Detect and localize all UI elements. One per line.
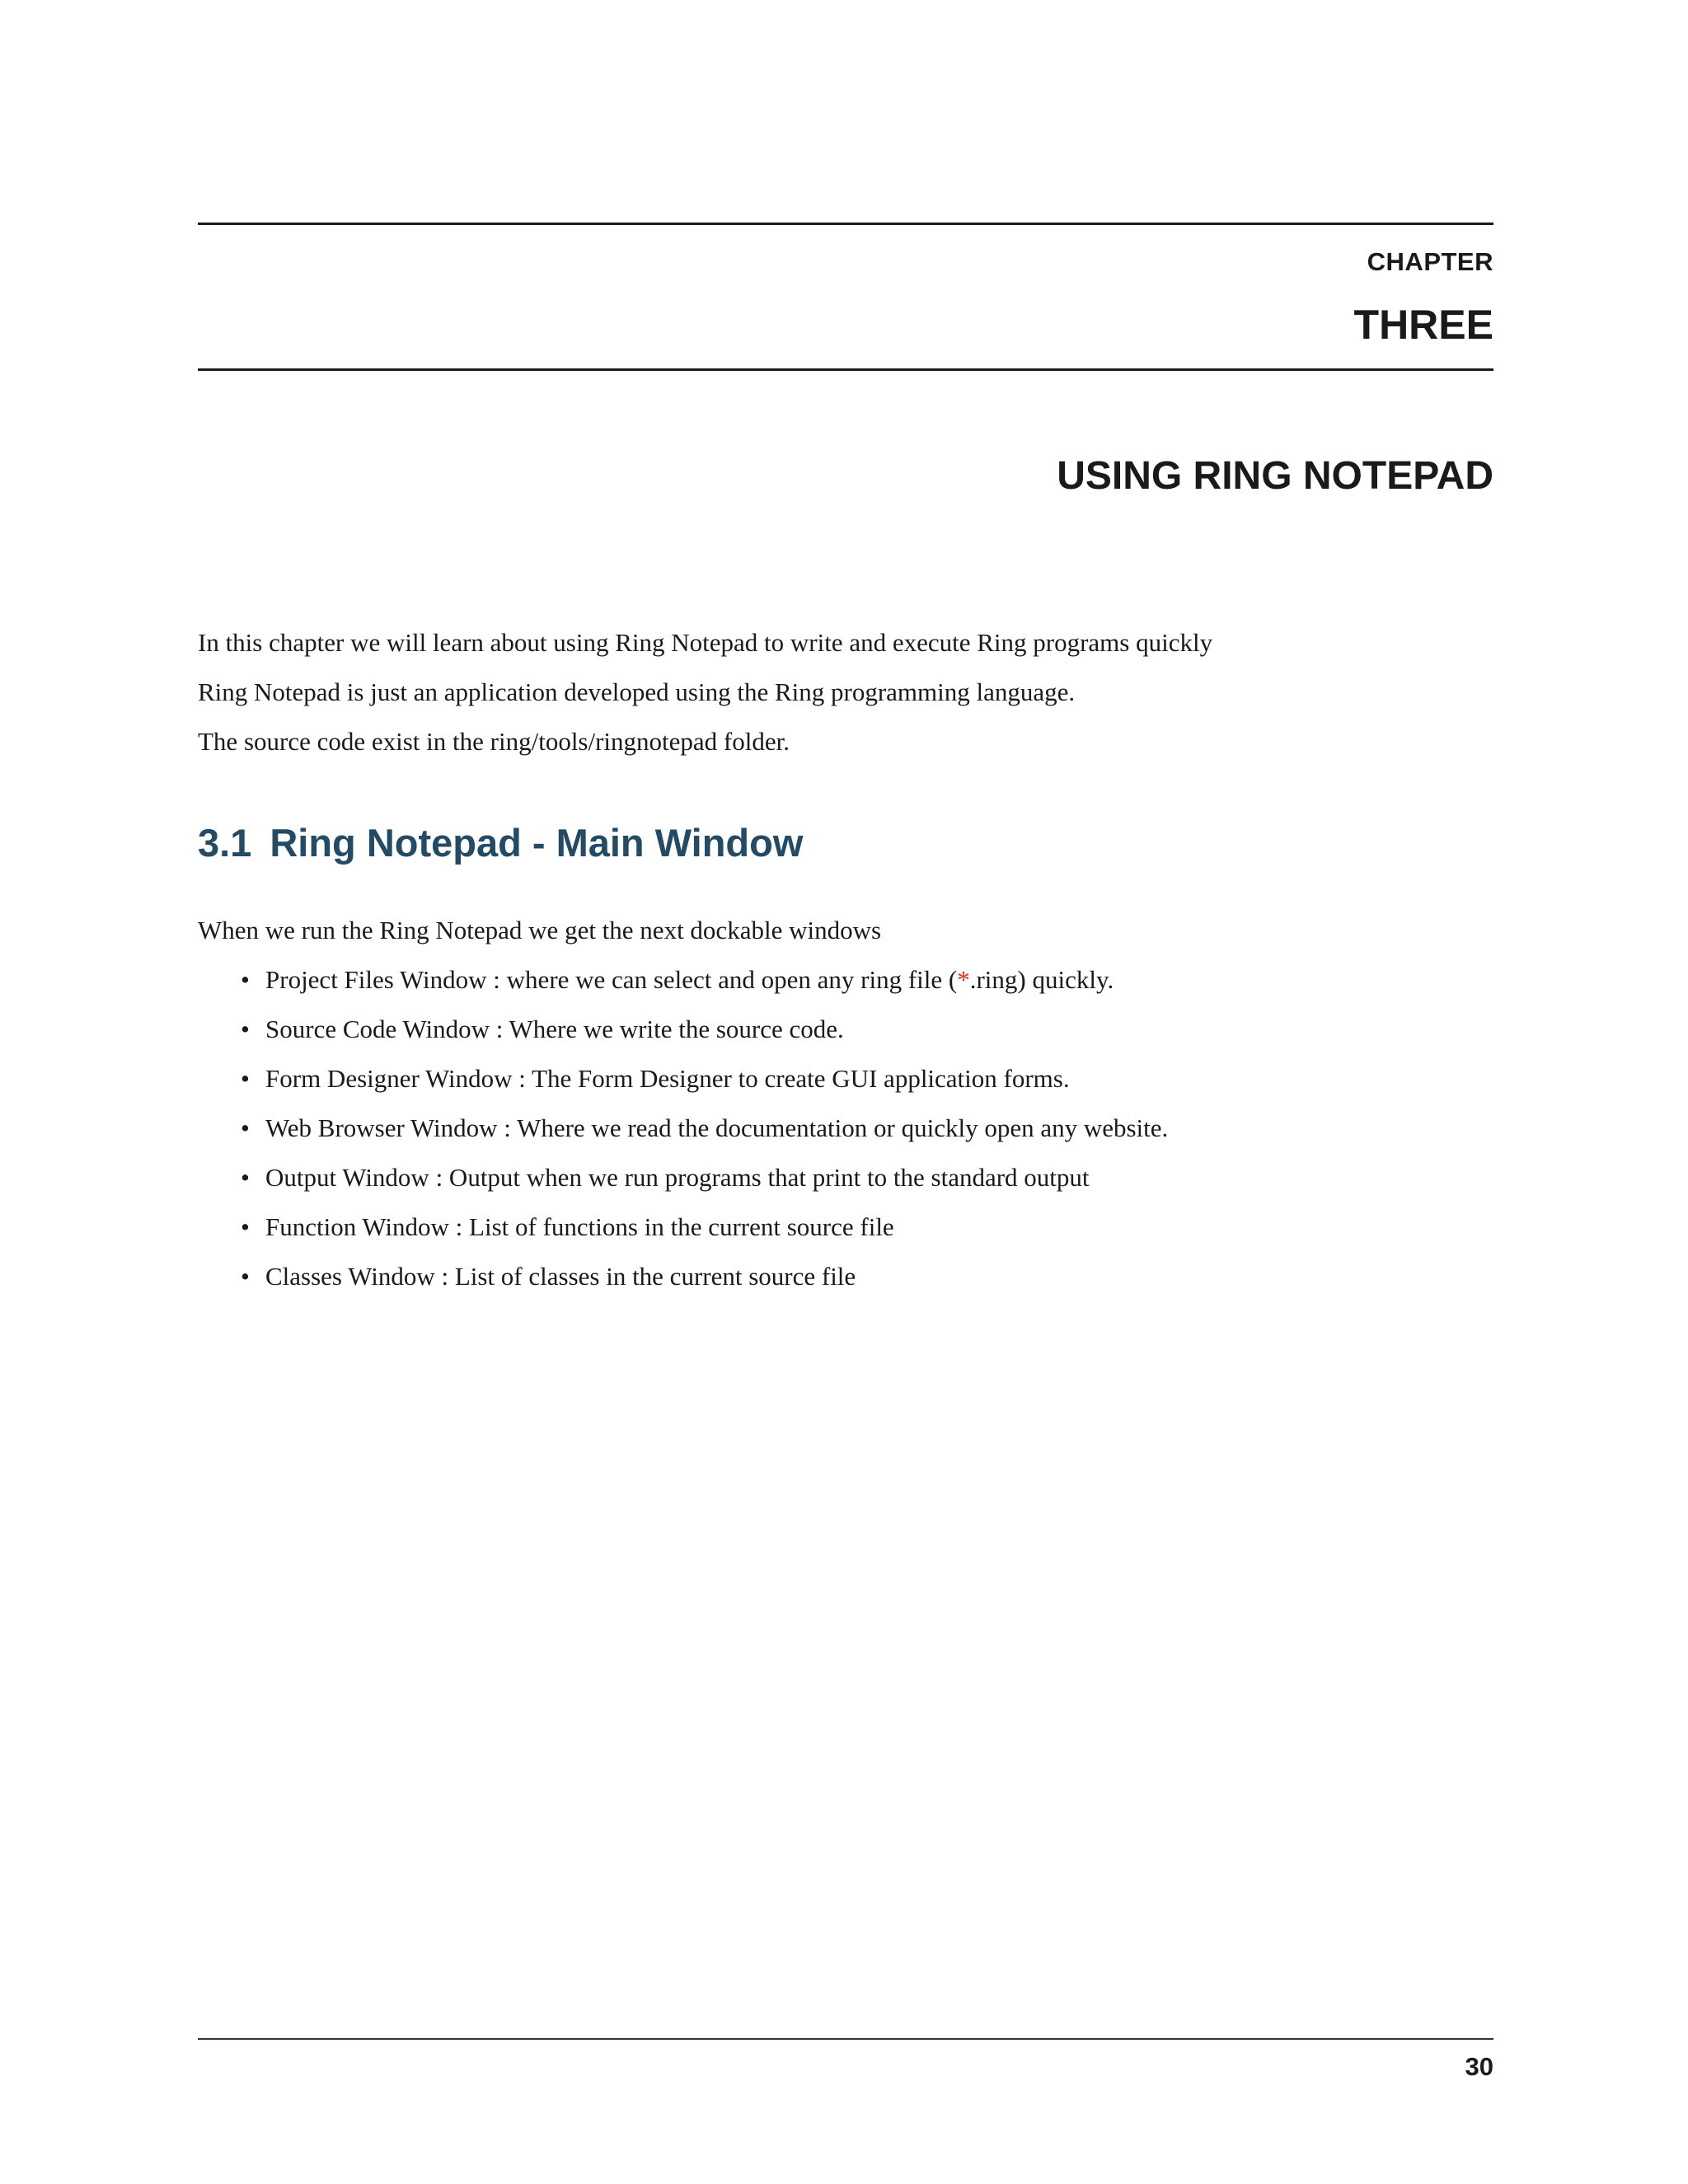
bullet-icon: • — [241, 1212, 250, 1241]
list-item-text: Source Code Window : Where we write the source code. — [265, 1015, 844, 1043]
chapter-top-rule — [198, 223, 1493, 225]
section-number: 3.1 — [198, 821, 252, 865]
bullet-icon: • — [241, 1064, 250, 1093]
dockable-windows-list — [198, 963, 1168, 1310]
asterisk-highlight: * — [957, 965, 970, 994]
section-heading — [198, 820, 803, 865]
list-item — [198, 1062, 1168, 1112]
list-item-text: Classes Window : List of classes in the current source file — [265, 1262, 856, 1291]
list-item-text-before: Project Files Window : where we can select and open any ring file ( — [265, 965, 958, 994]
bullet-icon: • — [241, 1163, 250, 1192]
list-item — [198, 1161, 1168, 1211]
section-title: Ring Notepad - Main Window — [270, 821, 804, 865]
bullet-icon: • — [241, 1015, 250, 1043]
bullet-icon: • — [241, 1113, 250, 1142]
list-item-text: Form Designer Window : The Form Designer to create GUI application forms. — [265, 1064, 1070, 1093]
intro-paragraph-3: The source code exist in the ring/tools/ringnotepad folder. — [198, 727, 790, 756]
list-item-text: Function Window : List of functions in the current source file — [265, 1212, 894, 1241]
chapter-number: THREE — [1353, 302, 1493, 348]
list-item-text: Web Browser Window : Where we read the documentation or quickly open any website. — [265, 1113, 1169, 1142]
footer-rule — [198, 2038, 1493, 2040]
bullet-icon: • — [241, 1262, 250, 1291]
intro-paragraph-1: In this chapter we will learn about using Ring Notepad to write and execute Ring programs quickly — [198, 628, 1213, 657]
page-number: 30 — [1465, 2052, 1493, 2081]
list-item-text: Output Window : Output when we run programs that print to the standard output — [265, 1163, 1090, 1192]
chapter-title: USING RING NOTEPAD — [1057, 454, 1493, 498]
list-item — [198, 1260, 1168, 1310]
intro-paragraph-2: Ring Notepad is just an application developed using the Ring programming language. — [198, 677, 1076, 706]
chapter-bottom-rule — [198, 368, 1493, 371]
list-item-text-after: .ring) quickly. — [969, 965, 1114, 994]
section-intro: When we run the Ring Notepad we get the next dockable windows — [198, 916, 882, 944]
list-item — [198, 963, 1168, 1013]
list-item — [198, 1112, 1168, 1161]
bullet-icon: • — [241, 965, 250, 994]
list-item — [198, 1211, 1168, 1260]
list-item — [198, 1013, 1168, 1062]
chapter-label: CHAPTER — [1367, 247, 1493, 276]
